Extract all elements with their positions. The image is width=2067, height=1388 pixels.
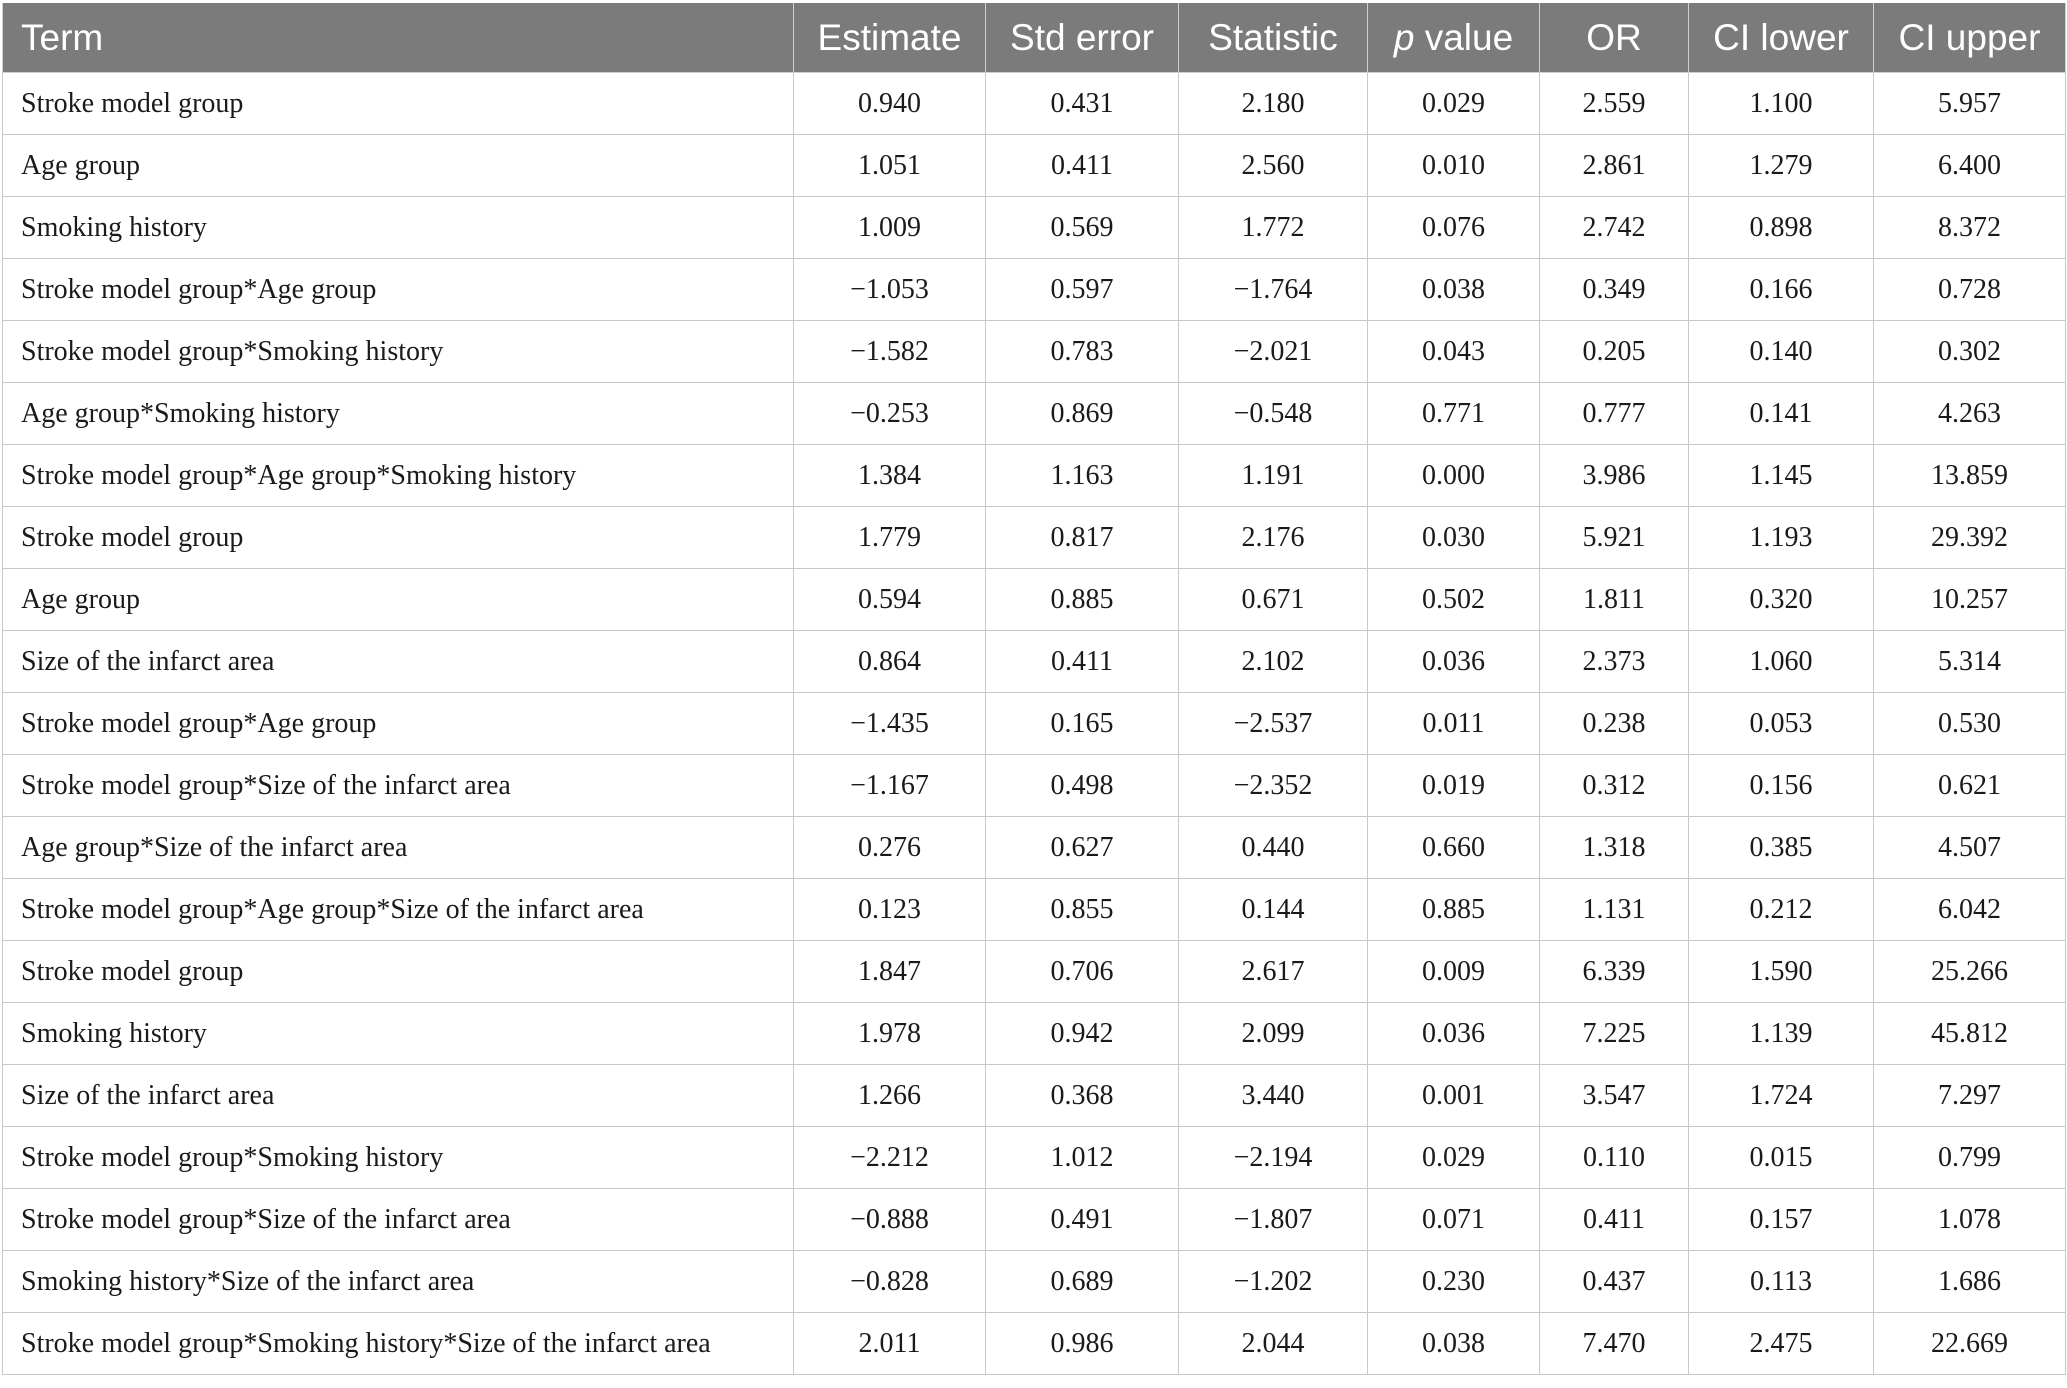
cell-statistic: −1.807 bbox=[1179, 1189, 1368, 1251]
cell-estimate: 1.009 bbox=[794, 197, 986, 259]
cell-ci-upper: 0.728 bbox=[1874, 259, 2066, 321]
cell-or: 3.986 bbox=[1540, 445, 1689, 507]
table-row bbox=[3, 135, 2066, 197]
cell-statistic: −1.764 bbox=[1179, 259, 1368, 321]
cell-p-value: 0.230 bbox=[1368, 1251, 1540, 1313]
cell-statistic: −2.537 bbox=[1179, 693, 1368, 755]
cell-p-value: 0.030 bbox=[1368, 507, 1540, 569]
cell-ci-lower: 0.898 bbox=[1689, 197, 1874, 259]
table-row bbox=[3, 631, 2066, 693]
cell-estimate: 1.051 bbox=[794, 135, 986, 197]
cell-ci-lower: 0.113 bbox=[1689, 1251, 1874, 1313]
cell-or: 0.205 bbox=[1540, 321, 1689, 383]
cell-ci-lower: 0.140 bbox=[1689, 321, 1874, 383]
cell-statistic: 1.772 bbox=[1179, 197, 1368, 259]
cell-ci-upper: 0.799 bbox=[1874, 1127, 2066, 1189]
cell-term: Smoking history bbox=[3, 1003, 794, 1065]
cell-or: 2.373 bbox=[1540, 631, 1689, 693]
cell-ci-lower: 1.145 bbox=[1689, 445, 1874, 507]
cell-p-value: 0.038 bbox=[1368, 259, 1540, 321]
cell-statistic: −2.194 bbox=[1179, 1127, 1368, 1189]
cell-estimate: 0.864 bbox=[794, 631, 986, 693]
table-row bbox=[3, 693, 2066, 755]
cell-p-value: 0.011 bbox=[1368, 693, 1540, 755]
cell-statistic: −1.202 bbox=[1179, 1251, 1368, 1313]
table-row bbox=[3, 755, 2066, 817]
cell-term: Stroke model group bbox=[3, 73, 794, 135]
cell-term: Smoking history bbox=[3, 197, 794, 259]
cell-ci-lower: 0.385 bbox=[1689, 817, 1874, 879]
cell-std-error: 1.163 bbox=[986, 445, 1179, 507]
cell-statistic: 2.176 bbox=[1179, 507, 1368, 569]
cell-ci-lower: 0.141 bbox=[1689, 383, 1874, 445]
cell-std-error: 0.689 bbox=[986, 1251, 1179, 1313]
cell-std-error: 0.431 bbox=[986, 73, 1179, 135]
cell-term: Stroke model group*Size of the infarct area bbox=[3, 1189, 794, 1251]
cell-statistic: −2.021 bbox=[1179, 321, 1368, 383]
table-row bbox=[3, 1251, 2066, 1313]
cell-statistic: −2.352 bbox=[1179, 755, 1368, 817]
table-row bbox=[3, 259, 2066, 321]
cell-p-value: 0.043 bbox=[1368, 321, 1540, 383]
cell-statistic: 0.144 bbox=[1179, 879, 1368, 941]
cell-term: Stroke model group*Age group bbox=[3, 693, 794, 755]
cell-ci-lower: 1.193 bbox=[1689, 507, 1874, 569]
cell-or: 6.339 bbox=[1540, 941, 1689, 1003]
cell-ci-lower: 0.053 bbox=[1689, 693, 1874, 755]
cell-statistic: 2.044 bbox=[1179, 1313, 1368, 1375]
cell-estimate: −2.212 bbox=[794, 1127, 986, 1189]
cell-ci-upper: 0.302 bbox=[1874, 321, 2066, 383]
cell-ci-upper: 6.400 bbox=[1874, 135, 2066, 197]
results-table-container bbox=[2, 3, 2065, 1375]
cell-ci-upper: 13.859 bbox=[1874, 445, 2066, 507]
cell-p-value: 0.029 bbox=[1368, 1127, 1540, 1189]
cell-p-value: 0.885 bbox=[1368, 879, 1540, 941]
table-header bbox=[3, 3, 2066, 73]
cell-std-error: 0.885 bbox=[986, 569, 1179, 631]
cell-std-error: 0.498 bbox=[986, 755, 1179, 817]
cell-or: 2.861 bbox=[1540, 135, 1689, 197]
cell-p-value: 0.076 bbox=[1368, 197, 1540, 259]
cell-statistic: 2.099 bbox=[1179, 1003, 1368, 1065]
cell-estimate: 1.779 bbox=[794, 507, 986, 569]
cell-estimate: −0.253 bbox=[794, 383, 986, 445]
table-row bbox=[3, 1313, 2066, 1375]
cell-term: Stroke model group*Age group*Smoking history bbox=[3, 445, 794, 507]
cell-std-error: 1.012 bbox=[986, 1127, 1179, 1189]
cell-std-error: 0.597 bbox=[986, 259, 1179, 321]
table-row bbox=[3, 1065, 2066, 1127]
cell-p-value: 0.000 bbox=[1368, 445, 1540, 507]
cell-ci-lower: 0.156 bbox=[1689, 755, 1874, 817]
table-row bbox=[3, 817, 2066, 879]
cell-estimate: 0.940 bbox=[794, 73, 986, 135]
cell-ci-upper: 22.669 bbox=[1874, 1313, 2066, 1375]
cell-std-error: 0.368 bbox=[986, 1065, 1179, 1127]
cell-estimate: 1.266 bbox=[794, 1065, 986, 1127]
cell-std-error: 0.491 bbox=[986, 1189, 1179, 1251]
cell-estimate: −0.828 bbox=[794, 1251, 986, 1313]
cell-term: Smoking history*Size of the infarct area bbox=[3, 1251, 794, 1313]
header-ci-lower: CI lower bbox=[1689, 3, 1874, 73]
cell-std-error: 0.817 bbox=[986, 507, 1179, 569]
cell-p-value: 0.071 bbox=[1368, 1189, 1540, 1251]
cell-ci-upper: 25.266 bbox=[1874, 941, 2066, 1003]
cell-ci-upper: 1.686 bbox=[1874, 1251, 2066, 1313]
cell-std-error: 0.706 bbox=[986, 941, 1179, 1003]
cell-estimate: 0.276 bbox=[794, 817, 986, 879]
table-row bbox=[3, 569, 2066, 631]
cell-term: Stroke model group bbox=[3, 507, 794, 569]
cell-or: 7.225 bbox=[1540, 1003, 1689, 1065]
cell-ci-upper: 4.263 bbox=[1874, 383, 2066, 445]
cell-p-value: 0.038 bbox=[1368, 1313, 1540, 1375]
cell-or: 3.547 bbox=[1540, 1065, 1689, 1127]
cell-or: 2.742 bbox=[1540, 197, 1689, 259]
cell-std-error: 0.942 bbox=[986, 1003, 1179, 1065]
cell-ci-upper: 29.392 bbox=[1874, 507, 2066, 569]
cell-estimate: 2.011 bbox=[794, 1313, 986, 1375]
table-row bbox=[3, 1003, 2066, 1065]
cell-or: 2.559 bbox=[1540, 73, 1689, 135]
cell-p-value: 0.010 bbox=[1368, 135, 1540, 197]
header-p-value bbox=[1368, 3, 1540, 73]
cell-estimate: −1.582 bbox=[794, 321, 986, 383]
cell-p-value: 0.502 bbox=[1368, 569, 1540, 631]
cell-ci-lower: 1.139 bbox=[1689, 1003, 1874, 1065]
cell-or: 0.312 bbox=[1540, 755, 1689, 817]
cell-std-error: 0.411 bbox=[986, 135, 1179, 197]
cell-std-error: 0.165 bbox=[986, 693, 1179, 755]
header-or: OR bbox=[1540, 3, 1689, 73]
cell-statistic: 0.440 bbox=[1179, 817, 1368, 879]
cell-term: Stroke model group*Smoking history*Size of the infarct area bbox=[3, 1313, 794, 1375]
table-row bbox=[3, 1127, 2066, 1189]
cell-std-error: 0.986 bbox=[986, 1313, 1179, 1375]
header-estimate: Estimate bbox=[794, 3, 986, 73]
cell-or: 1.318 bbox=[1540, 817, 1689, 879]
table-row bbox=[3, 197, 2066, 259]
cell-p-value: 0.660 bbox=[1368, 817, 1540, 879]
cell-term: Age group bbox=[3, 569, 794, 631]
table-row bbox=[3, 445, 2066, 507]
table-row bbox=[3, 383, 2066, 445]
cell-std-error: 0.783 bbox=[986, 321, 1179, 383]
cell-p-value: 0.029 bbox=[1368, 73, 1540, 135]
cell-ci-lower: 0.157 bbox=[1689, 1189, 1874, 1251]
cell-statistic: 2.617 bbox=[1179, 941, 1368, 1003]
cell-term: Stroke model group*Smoking history bbox=[3, 321, 794, 383]
cell-estimate: 1.847 bbox=[794, 941, 986, 1003]
cell-p-value: 0.019 bbox=[1368, 755, 1540, 817]
cell-term: Stroke model group*Age group bbox=[3, 259, 794, 321]
cell-ci-upper: 1.078 bbox=[1874, 1189, 2066, 1251]
cell-statistic: 2.560 bbox=[1179, 135, 1368, 197]
cell-ci-upper: 4.507 bbox=[1874, 817, 2066, 879]
cell-ci-lower: 1.279 bbox=[1689, 135, 1874, 197]
cell-estimate: −1.435 bbox=[794, 693, 986, 755]
cell-ci-upper: 45.812 bbox=[1874, 1003, 2066, 1065]
cell-ci-lower: 0.212 bbox=[1689, 879, 1874, 941]
cell-std-error: 0.869 bbox=[986, 383, 1179, 445]
table-row bbox=[3, 73, 2066, 135]
table-row bbox=[3, 321, 2066, 383]
cell-term: Stroke model group bbox=[3, 941, 794, 1003]
cell-ci-lower: 0.166 bbox=[1689, 259, 1874, 321]
regression-results-table bbox=[2, 3, 2066, 1375]
header-ci-upper: CI upper bbox=[1874, 3, 2066, 73]
cell-std-error: 0.627 bbox=[986, 817, 1179, 879]
cell-ci-lower: 1.724 bbox=[1689, 1065, 1874, 1127]
cell-term: Age group bbox=[3, 135, 794, 197]
table-row bbox=[3, 941, 2066, 1003]
cell-statistic: −0.548 bbox=[1179, 383, 1368, 445]
cell-term: Stroke model group*Age group*Size of the infarct area bbox=[3, 879, 794, 941]
cell-or: 0.777 bbox=[1540, 383, 1689, 445]
cell-statistic: 3.440 bbox=[1179, 1065, 1368, 1127]
cell-p-value: 0.771 bbox=[1368, 383, 1540, 445]
cell-or: 0.411 bbox=[1540, 1189, 1689, 1251]
cell-ci-lower: 2.475 bbox=[1689, 1313, 1874, 1375]
cell-statistic: 0.671 bbox=[1179, 569, 1368, 631]
cell-ci-upper: 5.314 bbox=[1874, 631, 2066, 693]
cell-statistic: 2.102 bbox=[1179, 631, 1368, 693]
cell-ci-upper: 10.257 bbox=[1874, 569, 2066, 631]
cell-term: Size of the infarct area bbox=[3, 1065, 794, 1127]
cell-or: 0.110 bbox=[1540, 1127, 1689, 1189]
cell-or: 1.811 bbox=[1540, 569, 1689, 631]
cell-ci-upper: 8.372 bbox=[1874, 197, 2066, 259]
cell-ci-lower: 0.320 bbox=[1689, 569, 1874, 631]
cell-ci-lower: 1.100 bbox=[1689, 73, 1874, 135]
cell-p-value: 0.036 bbox=[1368, 631, 1540, 693]
cell-std-error: 0.411 bbox=[986, 631, 1179, 693]
cell-or: 0.437 bbox=[1540, 1251, 1689, 1313]
cell-std-error: 0.569 bbox=[986, 197, 1179, 259]
cell-estimate: −1.167 bbox=[794, 755, 986, 817]
header-statistic: Statistic bbox=[1179, 3, 1368, 73]
header-p-rest: value bbox=[1414, 16, 1514, 58]
cell-estimate: −0.888 bbox=[794, 1189, 986, 1251]
cell-statistic: 1.191 bbox=[1179, 445, 1368, 507]
header-p-italic: p bbox=[1393, 16, 1415, 58]
cell-ci-lower: 1.060 bbox=[1689, 631, 1874, 693]
cell-term: Age group*Size of the infarct area bbox=[3, 817, 794, 879]
cell-term: Size of the infarct area bbox=[3, 631, 794, 693]
cell-estimate: 1.384 bbox=[794, 445, 986, 507]
header-std-error: Std error bbox=[986, 3, 1179, 73]
cell-ci-upper: 5.957 bbox=[1874, 73, 2066, 135]
cell-estimate: −1.053 bbox=[794, 259, 986, 321]
cell-std-error: 0.855 bbox=[986, 879, 1179, 941]
header-term: Term bbox=[3, 3, 794, 73]
cell-estimate: 0.594 bbox=[794, 569, 986, 631]
cell-or: 7.470 bbox=[1540, 1313, 1689, 1375]
header-row bbox=[3, 3, 2066, 73]
cell-or: 1.131 bbox=[1540, 879, 1689, 941]
cell-ci-lower: 0.015 bbox=[1689, 1127, 1874, 1189]
cell-ci-upper: 0.621 bbox=[1874, 755, 2066, 817]
cell-or: 0.349 bbox=[1540, 259, 1689, 321]
cell-ci-lower: 1.590 bbox=[1689, 941, 1874, 1003]
table-row bbox=[3, 879, 2066, 941]
cell-or: 5.921 bbox=[1540, 507, 1689, 569]
cell-p-value: 0.036 bbox=[1368, 1003, 1540, 1065]
cell-ci-upper: 6.042 bbox=[1874, 879, 2066, 941]
table-row bbox=[3, 1189, 2066, 1251]
cell-term: Stroke model group*Smoking history bbox=[3, 1127, 794, 1189]
cell-term: Stroke model group*Size of the infarct area bbox=[3, 755, 794, 817]
table-body bbox=[3, 73, 2066, 1375]
cell-ci-upper: 0.530 bbox=[1874, 693, 2066, 755]
cell-term: Age group*Smoking history bbox=[3, 383, 794, 445]
cell-ci-upper: 7.297 bbox=[1874, 1065, 2066, 1127]
cell-estimate: 1.978 bbox=[794, 1003, 986, 1065]
cell-statistic: 2.180 bbox=[1179, 73, 1368, 135]
cell-p-value: 0.001 bbox=[1368, 1065, 1540, 1127]
table-row bbox=[3, 507, 2066, 569]
cell-or: 0.238 bbox=[1540, 693, 1689, 755]
cell-p-value: 0.009 bbox=[1368, 941, 1540, 1003]
cell-estimate: 0.123 bbox=[794, 879, 986, 941]
